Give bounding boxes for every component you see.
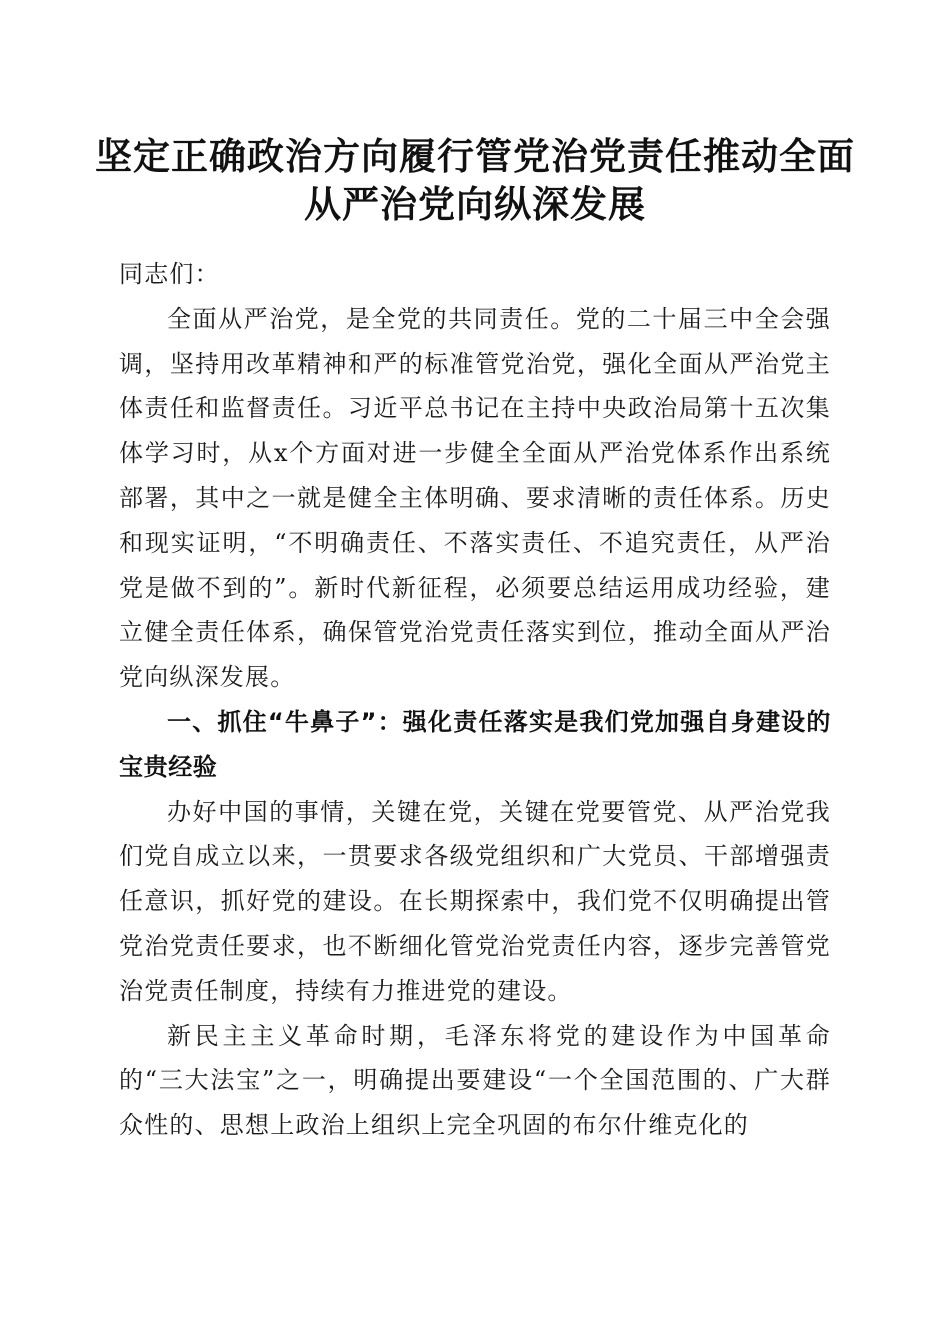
salutation: 同志们： <box>119 260 220 288</box>
section1-paragraph-1: 办好中国的事情，关键在党，关键在党要管党、从严治党我们党自成立以来，一贯要求各级党组织和广大党员、干部增强责任意识，抓好党的建设。在长期探索中，我们党不仅明确提出管党治党责任要求，也不断细化管党治党责任内容，逐步完善管党治党责任制度，持续有力推进党的建设。 <box>119 797 831 1005</box>
document-body <box>119 252 831 1148</box>
document-title <box>90 132 860 228</box>
section1-paragraph-2: 新民主主义革命时期，毛泽东将党的建设作为中国革命的“三大法宝”之一，明确提出要建设“一个全国范围的、广大群众性的、思想上政治上组织上完全巩固的布尔什维克化的 <box>119 1021 831 1140</box>
title-line-1: 坚定正确政治方向履行管党治党责任推动全面 <box>95 134 855 178</box>
intro-paragraph: 全面从严治党，是全党的共同责任。党的二十届三中全会强调，坚持用改革精神和严的标准管党治党，强化全面从严治党主体责任和监督责任。习近平总书记在主持中央政治局第十五次集体学习时，从x个方面对进一步健全全面从严治党体系作出系统部署，其中之一就是健全主体明确、要求清晰的责任体系。历史和现实证明，“不明确责任、不落实责任、不追究责任，从严治党是做不到的”。新时代新征程，必须要总结运用成功经验，建立健全责任体系，确保管党治党责任落实到位，推动全面从严治党向纵深发展。 <box>119 304 831 692</box>
title-line-2: 从严治党向纵深发展 <box>304 182 646 226</box>
section-heading-1: 一、抓住“牛鼻子”：强化责任落实是我们党加强自身建设的宝贵经验 <box>119 707 831 781</box>
